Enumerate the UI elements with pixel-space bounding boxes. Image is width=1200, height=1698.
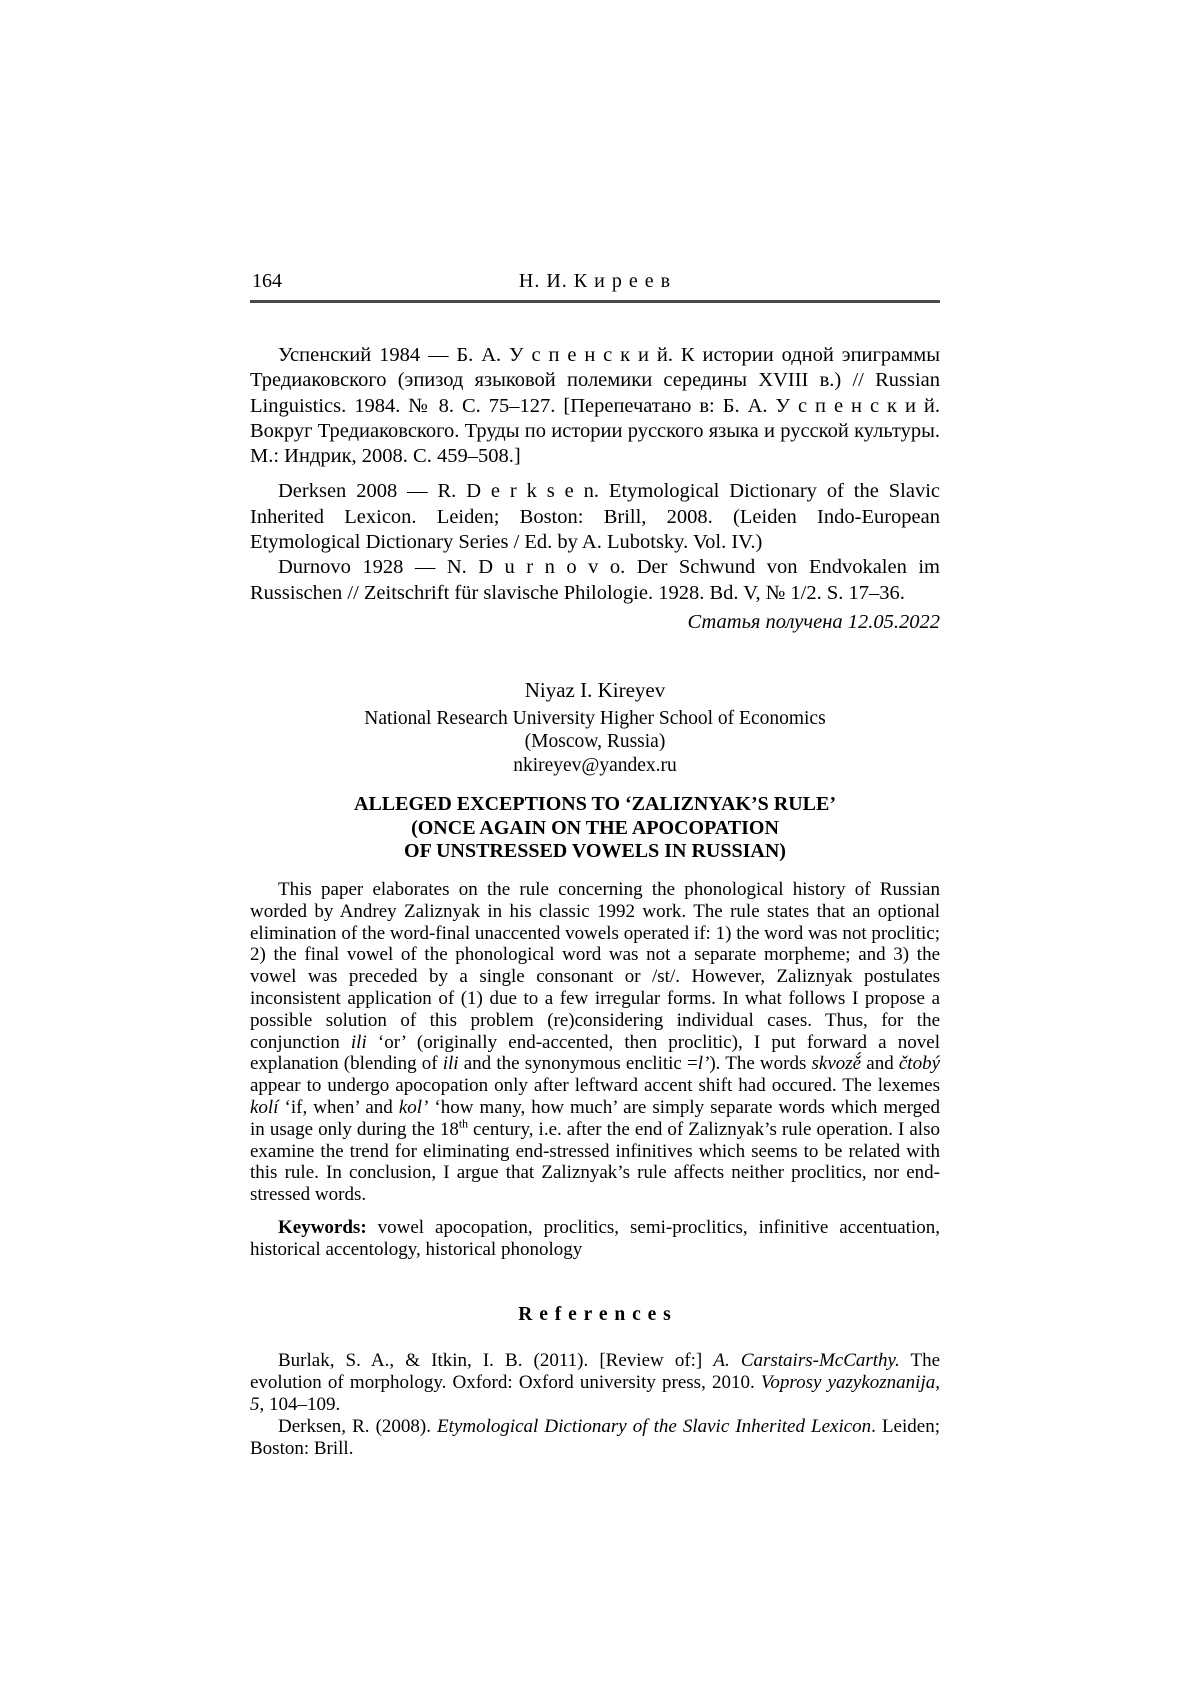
abstract-paragraph: This paper elaborates on the rule concerning the phonological history of Russian worded by Andrey Zaliznyak in his classic 1992 work. The rule states that an optional elimination of the word-final unaccented vowels operated if: 1) the word was not proclitic; 2) the final vowel of the phonological word was not a separate morpheme; and 3) the vowel was preceded by a single consonant or /st/. However, Zaliznyak postulates inconsistent application of (1) due to a few irregular forms. In what follows I propose a possible solution of this problem (re)considering individual cases. Thus, for the conjunction ili ‘or’ (originally end-accented, then proclitic), I put forward a novel explanation (blending of ili and the synonymous enclitic =l’). The words skvozě́ and čtobý appear to undergo apocopation only after leftward accent shift had occured. The lexemes kolí ‘if, when’ and kol’ ‘how many, how much’ are simply separate words which merged in usage only during the 18th century, i.e. after the end of Zaliznyak’s rule operation. I also examine the trend for eliminating end-stressed infinitives which seems to be related with this rule. In conclusion, I argue that Zaliznyak’s rule affects neither proclitics, nor end-stressed words.: [250, 878, 941, 1206]
received-date-note: Статья получена 12.05.2022: [687, 610, 940, 633]
article-title-line-3: OF UNSTRESSED VOWELS IN RUSSIAN): [404, 840, 786, 863]
author-block: [250, 677, 940, 778]
article-title-line-2: (ONCE AGAIN ON THE APOCOPATION: [411, 816, 779, 839]
header-rule: [250, 300, 940, 303]
running-head: Н. И. К и р е е в: [518, 270, 672, 292]
keywords-label: Keywords:: [278, 1216, 367, 1238]
page-number: 164: [252, 270, 282, 292]
article-title: [250, 793, 940, 864]
article-title-line-1: ALLEGED EXCEPTIONS TO ‘ZALIZNYAK’S RULE’: [354, 793, 836, 816]
author-affiliation: National Research University Higher School of Economics: [364, 707, 826, 729]
text-column: [250, 268, 940, 1460]
references-heading: R e f e r e n c e s: [518, 1303, 672, 1325]
bibliography-entry-durnovo: Durnovo 1928 — N. D u r n o v o. Der Schwund von Endvokalen im Russischen // Zeitschrift für slavische Philologie. 1928. Bd. V, № 1/2. S. 17–36.: [250, 556, 940, 604]
author-name: Niyaz I. Kireyev: [524, 677, 666, 702]
reference-entry-burlak: Burlak, S. A., & Itkin, I. B. (2011). [Review of:] A. Carstairs-McCarthy. The evolution of morphology. Oxford: Oxford university press, 2010. Voprosy yazykoznanija, 5, 104–109.: [250, 1349, 940, 1415]
author-email: nkireyev@yandex.ru: [513, 754, 677, 776]
bibliography-entry-derksen: Derksen 2008 — R. D e r k s e n. Etymological Dictionary of the Slavic Inherited Lexicon. Leiden; Boston: Brill, 2008. (Leiden Indo-European Etymological Dictionary Series / Ed. by A. Lubotsky. Vol. IV.): [250, 480, 940, 554]
author-location: (Moscow, Russia): [524, 731, 666, 753]
bibliography-entry-uspensky: Успенский 1984 — Б. А. У с п е н с к и й. К истории одной эпиграммы Тредиаковского (эпизод языковой полемики середины XVIII в.) // Russian Linguistics. 1984. № 8. С. 75–127. [Перепечатано в: Б. А. У с п е н с к и й. Вокруг Тредиаковского. Труды по истории русского языка и русской культуры. М.: Индрик, 2008. С. 459–508.]: [250, 344, 940, 468]
keywords-paragraph: [250, 1217, 940, 1261]
keywords-text: vowel apocopation, proclitics, semi-proclitics, infinitive accentuation, historical accentology, historical phonology: [250, 1216, 940, 1260]
reference-entry-derksen: Derksen, R. (2008). Etymological Dictionary of the Slavic Inherited Lexicon. Leiden; Boston: Brill.: [250, 1415, 940, 1459]
page-header: [250, 268, 940, 294]
